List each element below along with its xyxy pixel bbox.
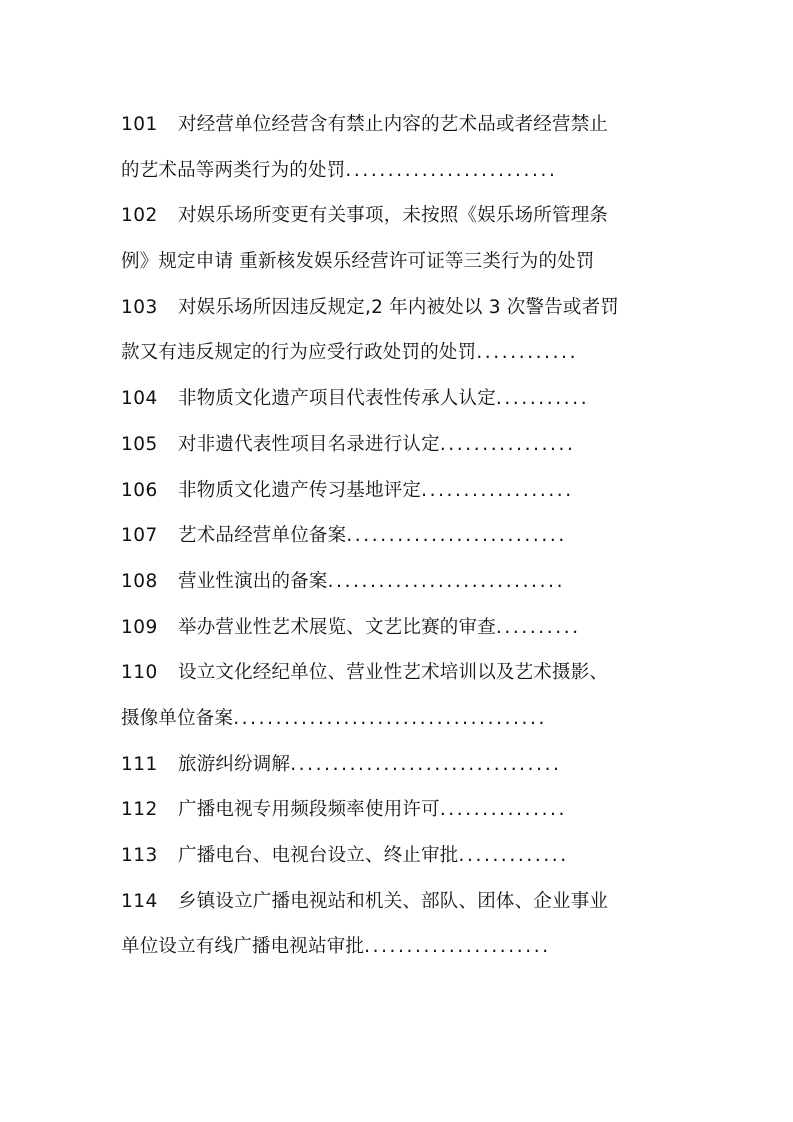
toc-line <box>121 833 681 879</box>
item-number: 109 <box>121 616 158 638</box>
item-title: 非物质文化遗产项目代表性传承人认定 <box>178 388 496 410</box>
item-number: 107 <box>121 525 158 547</box>
leader-dots: .......................... <box>346 525 567 547</box>
item-title: 艺术品经营单位备案 <box>178 525 347 547</box>
item-title: 的艺术品等两类行为的处罚 <box>121 159 346 181</box>
leader-dots: ...................... <box>364 936 551 958</box>
toc-line <box>121 422 681 468</box>
toc-line <box>121 376 681 422</box>
toc-line <box>121 742 681 788</box>
leader-dots: ............ <box>476 342 579 364</box>
leader-dots: ................................ <box>290 753 562 775</box>
item-number: 111 <box>121 753 158 775</box>
item-title: 乡镇设立广播电视站和机关、部队、团体、企业事业 <box>178 890 609 912</box>
item-number: 106 <box>121 479 158 501</box>
toc-line <box>121 605 681 651</box>
toc-line <box>121 102 681 148</box>
item-title: 非物质文化遗产传习基地评定 <box>178 479 422 501</box>
toc-line <box>121 696 681 742</box>
item-number: 102 <box>121 205 158 227</box>
leader-dots: .................. <box>421 479 574 501</box>
item-number: 103 <box>121 296 158 318</box>
leader-dots: ............................ <box>327 570 566 592</box>
leader-dots: ........... <box>495 388 590 410</box>
toc-line <box>121 148 681 194</box>
toc-line <box>121 239 681 285</box>
leader-dots: ..................................... <box>233 707 547 729</box>
leader-dots: ................ <box>439 433 576 455</box>
item-title: 营业性演出的备案 <box>178 570 328 592</box>
item-number: 108 <box>121 570 158 592</box>
item-title: 例》规定申请 重新核发娱乐经营许可证等三类行为的处罚 <box>121 251 595 273</box>
toc-line <box>121 468 681 514</box>
item-number: 112 <box>121 799 158 821</box>
toc-line <box>121 285 681 331</box>
item-title: 对娱乐场所变更有关事项，未按照《娱乐场所管理条 <box>178 205 609 227</box>
item-title: 对娱乐场所因违反规定,2 年内被处以 3 次警告或者罚 <box>178 296 619 318</box>
item-number: 114 <box>121 890 158 912</box>
toc-line <box>121 924 681 970</box>
item-title: 对非遗代表性项目名录进行认定 <box>178 433 440 455</box>
item-title: 摄像单位备案 <box>121 707 234 729</box>
toc-line <box>121 879 681 925</box>
item-title: 单位设立有线广播电视站审批 <box>121 936 365 958</box>
item-title: 广播电台、电视台设立、终止审批 <box>178 845 459 866</box>
leader-dots: ............... <box>439 799 568 821</box>
item-number: 101 <box>121 114 158 135</box>
item-number: 113 <box>121 845 158 866</box>
item-title: 广播电视专用频段频率使用许可 <box>178 799 440 821</box>
toc-line <box>121 513 681 559</box>
toc-line <box>121 330 681 376</box>
item-title: 举办营业性艺术展览、文艺比赛的审查 <box>178 616 496 638</box>
toc-line <box>121 559 681 605</box>
toc-line <box>121 193 681 239</box>
leader-dots: ............. <box>458 845 569 866</box>
item-title: 设立文化经纪单位、营业性艺术培训以及艺术摄影、 <box>178 662 609 684</box>
toc-line <box>121 787 681 833</box>
item-title: 对经营单位经营含有禁止内容的艺术品或者经营禁止 <box>178 114 609 135</box>
item-number: 110 <box>121 662 158 684</box>
toc-line <box>121 650 681 696</box>
leader-dots: .......... <box>495 616 581 638</box>
item-title: 旅游纠纷调解 <box>178 753 291 775</box>
item-number: 104 <box>121 388 158 410</box>
item-title: 款又有违反规定的行为应受行政处罚的处罚 <box>121 342 477 364</box>
table-of-contents <box>121 102 681 970</box>
item-number: 105 <box>121 433 158 455</box>
leader-dots: ......................... <box>345 159 558 181</box>
